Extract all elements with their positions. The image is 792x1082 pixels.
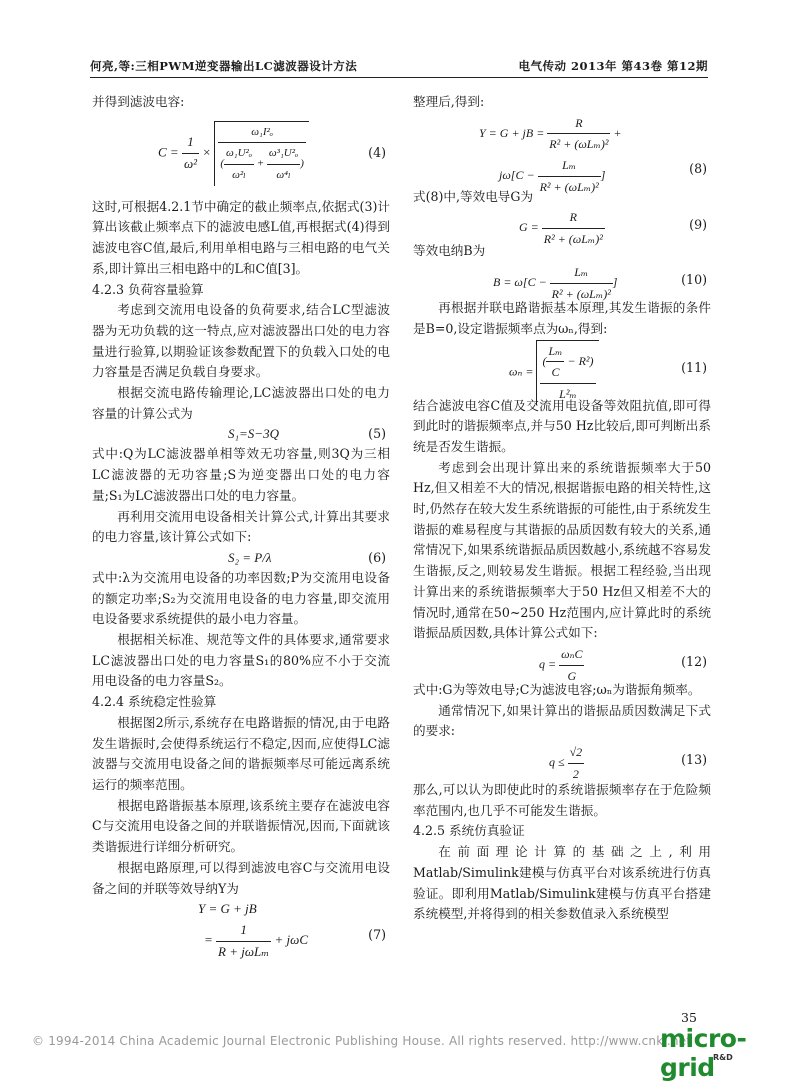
equation-number: (6): [368, 549, 386, 565]
left-column: [92, 92, 390, 959]
equation-9: G = $\frac{R}{\text{R² + (ωLₘ)²}}$ (9): [413, 207, 711, 241]
equation-number: (8): [689, 160, 707, 176]
page-number: 35: [681, 1010, 697, 1025]
section-heading: 4.2.3 负荷容量验算: [92, 281, 204, 297]
equation-number: (5): [368, 426, 386, 442]
paragraph: 根据交流电路传输理论,LC滤波器出口处的电力容量的计算公式为: [92, 385, 390, 421]
paragraph: 并得到滤波电容:: [92, 94, 185, 109]
equation-5: S₁=S−3Q (5): [92, 424, 390, 444]
paragraph: 根据相关标准、规范等文件的具体要求,通常要求LC滤波器出口处的电力容量S₁的80%应不小于交流用电设备的电力容量S₂。: [92, 632, 390, 689]
equation-11: ωₙ = ( $\frac{\text{Lₘ}}{C}$ − R²) L²ₘ (11): [413, 340, 711, 396]
equation-number: (4): [368, 144, 386, 160]
paragraph: 根据图2所示,系统存在电路谐振的情况,由于电路发生谐振时,会使得系统运行不稳定,因而,应使得LC滤波器与交流用电设备之间的谐振频率尽可能远离系统运行的频率范围。: [92, 714, 390, 792]
paragraph: 再根据并联电路谐振基本原理,其发生谐振的条件是B=0,设定谐振频率点为ωₙ,得到:: [413, 300, 711, 336]
paragraph: 在前面理论计算的基础之上,利用Matlab/Simulink建模与仿真平台对该系统进行仿真验证。即利用Matlab/Simulink建模与仿真平台搭建系统模型,并将得到的相关参数值录入系统模型: [413, 844, 711, 922]
equation-10: B = ω[C − $\frac{\text{Lₘ}}{\text{R² + (ωLₘ)²}}$ ] (10): [413, 262, 711, 298]
paragraph: 根据电路谐振基本原理,该系统主要存在滤波电容C与交流用电设备之间的并联谐振情况,因而,下面就该类谐振进行详细分析研究。: [92, 797, 390, 855]
paragraph: 考虑到会出现计算出来的系统谐振频率大于50 Hz,但又相差不大的情况,根据谐振电路的相关特性,这时,仍然存在较大发生系统谐振的可能性,由于系统发生谐振的难易程度与其谐振的品质因数有较大的关系,通常情况下,如果系统谐振品质因数越小,系统越不容易发生谐振,反之,则较易发生谐振。根据工程经验,当出现计算出来的系统谐振频率大于50 Hz但又相差不大的情况时,通常在50~250 Hz范围内,应计算此时的系统谐振品质因数,具体计算公式如下:: [413, 459, 711, 641]
paragraph: 这时,可根据4.2.1节中确定的截止频率点,依据式(3)计算出该截止频率点下的滤波电感L值,再根据式(4)得到滤波电容C值,最后,利用单相电路与三相电路的电气关系,即计算出三相电路中的L和C值[3]。: [92, 198, 390, 276]
section-heading: 4.2.5 系统仿真验证: [413, 823, 525, 839]
equation-13: q ≤ $\frac{√2}{2}$ (13): [413, 742, 711, 780]
paragraph: 式中:Q为LC滤波器单相等效无功容量,则3Q为三相LC滤波器的无功容量;S为逆变器出口处的电力容量;S₁为LC滤波器出口处的电力容量。: [92, 446, 390, 503]
equation-number: (10): [681, 272, 707, 288]
equation-number: (13): [681, 752, 707, 768]
equation-6: S₂ = P/λ (6): [92, 548, 390, 568]
paragraph: 通常情况下,如果计算出的谐振品质因数满足下式的要求:: [413, 702, 711, 739]
header-journal-info: 电气传动 2013年 第43卷 第12期: [518, 59, 708, 73]
right-column: [413, 92, 711, 925]
header-title: 何亮,等:三相PWM逆变器输出LC滤波器设计方法: [90, 59, 358, 73]
logo-subtitle: R&D: [713, 1053, 733, 1062]
paragraph: 式中:λ为交流用电设备的功率因数;P为交流用电设备的额定功率;S₂为交流用电设备的电力容量,即交流用电设备要求系统提供的最小电力容量。: [92, 569, 390, 627]
equation-number: (9): [689, 217, 707, 233]
equation-number: (7): [368, 927, 386, 943]
equation-number: (12): [681, 653, 707, 669]
paragraph: 考虑到交流用电设备的负荷要求,结合LC型滤波器为无功负载的这一特点,应对滤波器出口处的电力容量进行验算,以期验证该参数配置下的负载入口处的电力容量是否满足负载自身要求。: [92, 302, 390, 380]
equation-8: Y = G + jB = $\frac{R}{\text{R² + (ωLₘ)²}}$ + jω[C − $\frac{\text{Lₘ}}{\text{R² + (ωLₘ)²}}$ ] (8): [413, 113, 711, 187]
paragraph: 式(8)中,等效电导G为: [413, 188, 534, 204]
equation-7: Y = G + jB = $\frac{1}{\text{R + jωLₘ}}$ + jωC (7): [198, 901, 386, 959]
paragraph: 式中:G为等效电导;C为滤波电容;ωₙ为谐振角频率。: [413, 681, 701, 697]
micro-grid-logo: micro-grid: [660, 1024, 747, 1082]
paragraph: 等效电纳B为: [413, 243, 486, 259]
section-heading: 4.2.4 系统稳定性验算: [92, 694, 217, 710]
paragraph: 那么,可以认为即使此时的系统谐振频率存在于危险频率范围内,也几乎不可能发生谐振。: [413, 782, 711, 818]
header-rule: [90, 77, 708, 78]
paragraph: 根据电路原理,可以得到滤波电容C与交流用电设备之间的并联等效导纳Y为: [92, 859, 390, 896]
paragraph: 结合滤波电容C值及交流用电设备等效阻抗值,即可得到此时的谐振频率点,并与50 Hz比较后,即可判断出系统是否发生谐振。: [413, 397, 711, 454]
equation-12: q = $\frac{\text{ωₙC}}{G}$ (12): [413, 644, 711, 680]
paragraph: 整理后,得到:: [413, 94, 485, 109]
copyright-footer: © 1994-2014 China Academic Journal Electronic Publishing House. All rights reserved. http://www.cnki.net: [32, 1034, 692, 1048]
paragraph: 再利用交流用电设备相关计算公式,计算出其要求的电力容量,该计算公式如下:: [92, 508, 390, 545]
equation-number: (11): [681, 359, 707, 375]
equation-4: C = $\frac{1}{\text{ω²}}$ × ω₁I²ₒ ( $\frac{\text{ω₁U²ₒ}}{\text{ω²ₗ}}$ + $\frac{\text{ω³₁U²ₒ}}{\text{ω⁴ₗ}}$ ) (4): [92, 113, 390, 197]
